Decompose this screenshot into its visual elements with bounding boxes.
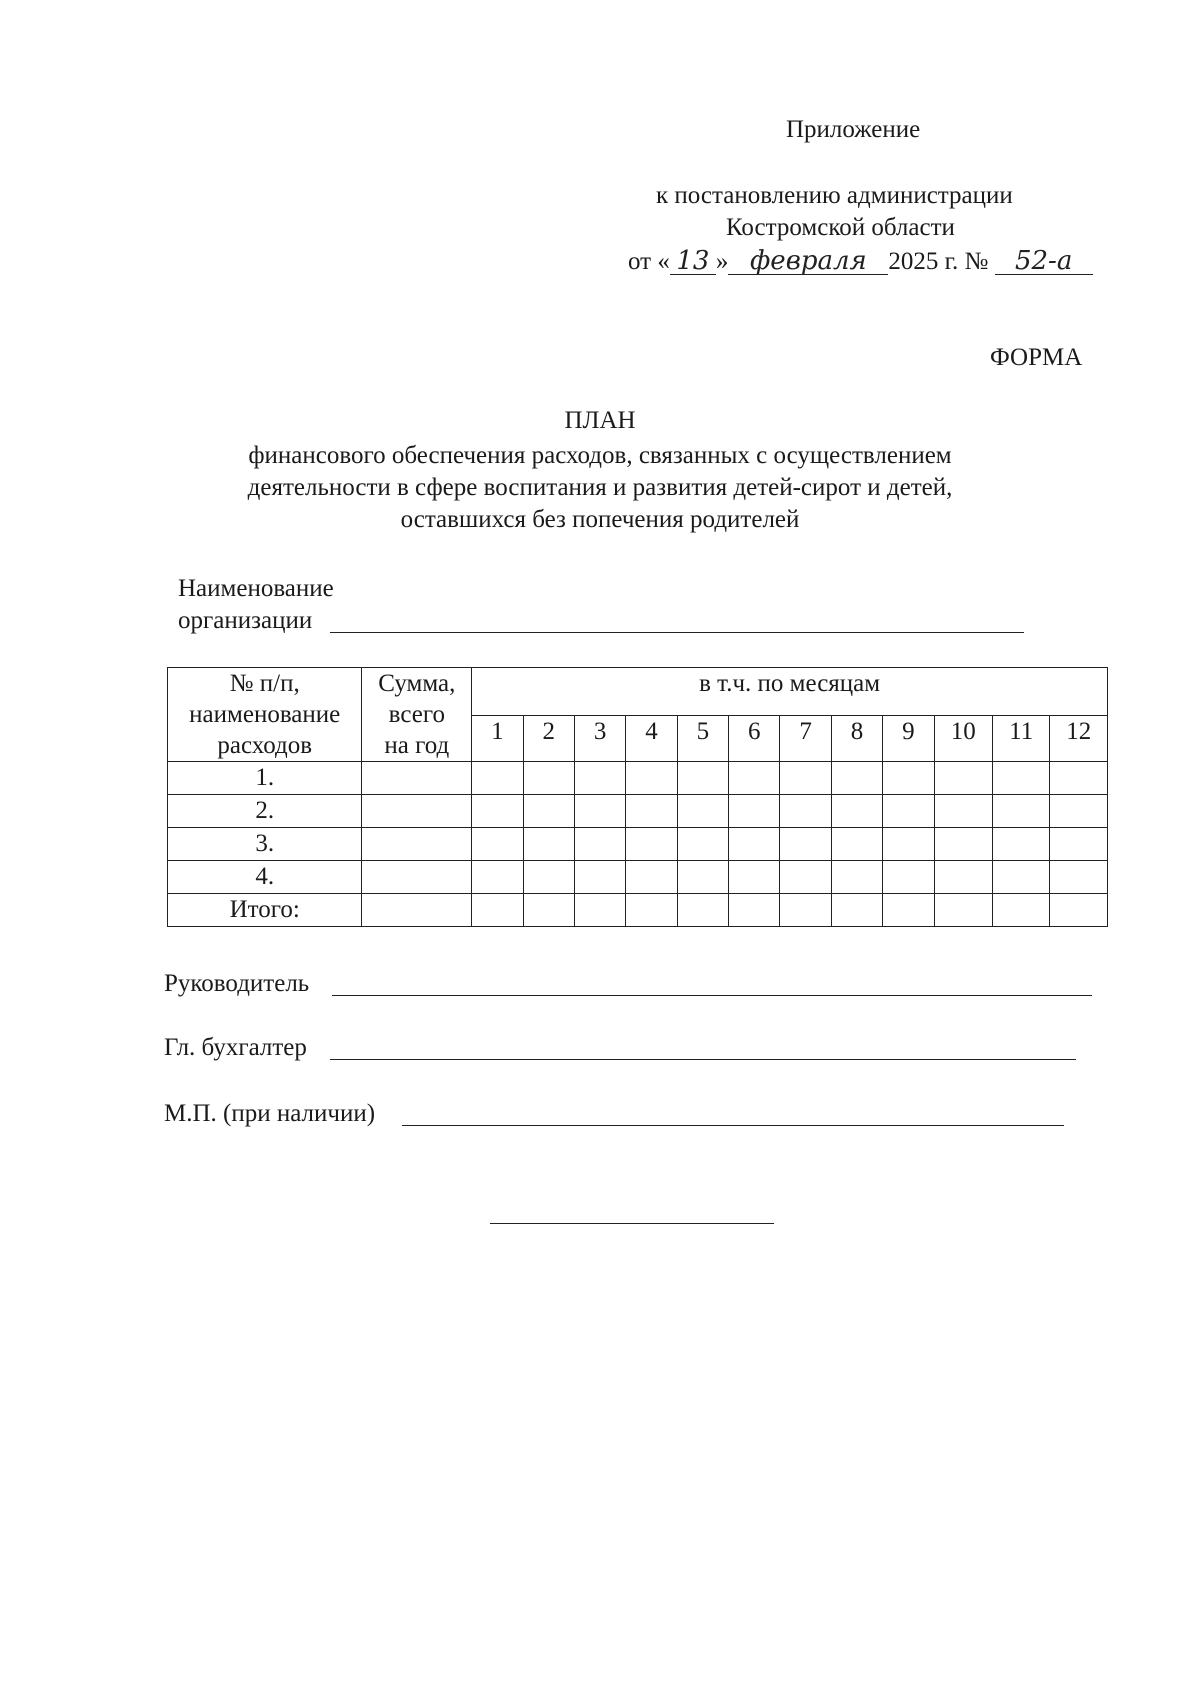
month-cell[interactable] — [677, 894, 728, 927]
month-cell[interactable] — [626, 894, 677, 927]
month-cell[interactable] — [472, 795, 523, 828]
month-cell[interactable] — [934, 762, 992, 795]
month-cell[interactable] — [993, 762, 1050, 795]
month-cell[interactable] — [993, 795, 1050, 828]
order-date-prefix: от « — [628, 248, 670, 275]
subtitle-line1: финансового обеспечения расходов, связанных с осуществлением — [248, 442, 952, 469]
header-month-2: 2 — [523, 716, 574, 762]
subtitle-line2: деятельности в сфере воспитания и развития детей-сирот и детей, — [247, 474, 953, 501]
month-cell[interactable] — [523, 894, 574, 927]
month-cell[interactable] — [472, 861, 523, 894]
head-signature-label: Руководитель — [164, 970, 310, 997]
month-cell[interactable] — [523, 795, 574, 828]
month-cell[interactable] — [831, 762, 882, 795]
header-expense-line3: расходов — [217, 732, 313, 759]
month-cell[interactable] — [472, 894, 523, 927]
month-cell[interactable] — [993, 828, 1050, 861]
seal-label: М.П. (при наличии) — [164, 1100, 376, 1127]
table-row — [168, 795, 1108, 828]
order-year: 2025 г. № — [888, 248, 989, 275]
month-cell[interactable] — [729, 762, 780, 795]
end-of-document-line — [490, 1223, 774, 1224]
header-month-6: 6 — [729, 716, 780, 762]
month-cell[interactable] — [677, 795, 728, 828]
header-month-9: 9 — [883, 716, 934, 762]
month-cell[interactable] — [729, 828, 780, 861]
row-label: Итого: — [168, 894, 362, 927]
header-sum-line2: всего — [388, 701, 445, 728]
month-cell[interactable] — [729, 861, 780, 894]
month-cell[interactable] — [626, 795, 677, 828]
month-cell[interactable] — [780, 861, 831, 894]
annual-sum-cell[interactable] — [362, 795, 472, 828]
subtitle-line3: оставшихся без попечения родителей — [400, 506, 800, 533]
month-cell[interactable] — [934, 828, 992, 861]
seal-field[interactable] — [402, 1125, 1064, 1126]
annual-sum-cell[interactable] — [362, 894, 472, 927]
month-cell[interactable] — [934, 861, 992, 894]
header-expense-line2: наименование — [189, 701, 341, 728]
header-annual-sum — [362, 668, 472, 762]
order-number-handwritten: 52-а — [995, 248, 1093, 275]
month-cell[interactable] — [831, 894, 882, 927]
header-month-11: 11 — [993, 716, 1050, 762]
month-cell[interactable] — [677, 861, 728, 894]
annual-sum-cell[interactable] — [362, 861, 472, 894]
month-cell[interactable] — [626, 762, 677, 795]
order-month-handwritten: февраля — [728, 248, 888, 275]
month-cell[interactable] — [831, 828, 882, 861]
month-cell[interactable] — [472, 828, 523, 861]
month-cell[interactable] — [780, 894, 831, 927]
month-cell[interactable] — [831, 795, 882, 828]
month-cell[interactable] — [677, 828, 728, 861]
document-title: ПЛАН — [564, 407, 636, 434]
order-day-handwritten: 13 — [670, 248, 716, 275]
header-sum-line3: на год — [384, 732, 450, 759]
month-cell[interactable] — [993, 894, 1050, 927]
order-reference-line1: к постановлению администрации — [656, 182, 1013, 209]
month-cell[interactable] — [729, 795, 780, 828]
header-month-4: 4 — [626, 716, 677, 762]
month-cell[interactable] — [523, 828, 574, 861]
month-cell[interactable] — [626, 828, 677, 861]
appendix-label: Приложение — [786, 116, 921, 143]
month-cell[interactable] — [574, 828, 625, 861]
form-label: ФОРМА — [990, 344, 1083, 371]
month-cell[interactable] — [883, 828, 934, 861]
month-cell[interactable] — [1050, 894, 1108, 927]
month-cell[interactable] — [472, 762, 523, 795]
month-cell[interactable] — [780, 795, 831, 828]
month-cell[interactable] — [574, 762, 625, 795]
month-cell[interactable] — [574, 894, 625, 927]
header-month-5: 5 — [677, 716, 728, 762]
month-cell[interactable] — [626, 861, 677, 894]
header-month-10: 10 — [934, 716, 992, 762]
month-cell[interactable] — [729, 894, 780, 927]
month-cell[interactable] — [523, 861, 574, 894]
table-row — [168, 828, 1108, 861]
accountant-signature-field[interactable] — [330, 1059, 1076, 1060]
organization-label-line2: организации — [178, 607, 313, 634]
table-row — [168, 894, 1108, 927]
header-expense-line1: № п/п, — [229, 670, 300, 697]
month-cell[interactable] — [883, 795, 934, 828]
organization-label-line1: Наименование — [178, 575, 334, 602]
annual-sum-cell[interactable] — [362, 762, 472, 795]
header-month-8: 8 — [831, 716, 882, 762]
header-month-7: 7 — [780, 716, 831, 762]
month-cell[interactable] — [883, 861, 934, 894]
row-label: 2. — [168, 795, 362, 828]
month-cell[interactable] — [1050, 762, 1108, 795]
month-cell[interactable] — [523, 762, 574, 795]
month-cell[interactable] — [574, 795, 625, 828]
month-cell[interactable] — [677, 762, 728, 795]
header-by-months: в т.ч. по месяцам — [472, 668, 1108, 716]
table-row — [168, 762, 1108, 795]
row-label: 3. — [168, 828, 362, 861]
order-date-mid: » — [715, 248, 729, 275]
plan-table — [167, 667, 1108, 927]
document-subtitle — [180, 440, 1020, 536]
month-cell[interactable] — [574, 861, 625, 894]
month-cell[interactable] — [934, 795, 992, 828]
row-label: 1. — [168, 762, 362, 795]
month-cell[interactable] — [1050, 828, 1108, 861]
month-cell[interactable] — [883, 894, 934, 927]
accountant-signature-label: Гл. бухгалтер — [164, 1034, 307, 1061]
header-month-1: 1 — [472, 716, 523, 762]
month-cell[interactable] — [1050, 795, 1108, 828]
row-label: 4. — [168, 861, 362, 894]
organization-name-field[interactable] — [330, 632, 1024, 633]
header-month-3: 3 — [574, 716, 625, 762]
header-expense-name — [168, 668, 362, 762]
annual-sum-cell[interactable] — [362, 828, 472, 861]
header-sum-line1: Сумма, — [378, 670, 456, 697]
month-cell[interactable] — [934, 894, 992, 927]
order-date-line — [628, 246, 1093, 278]
month-cell[interactable] — [883, 762, 934, 795]
month-cell[interactable] — [1050, 861, 1108, 894]
head-signature-field[interactable] — [332, 995, 1092, 996]
month-cell[interactable] — [831, 861, 882, 894]
order-reference-line2: Костромской области — [726, 214, 955, 241]
month-cell[interactable] — [993, 861, 1050, 894]
table-row — [168, 861, 1108, 894]
header-month-12: 12 — [1050, 716, 1108, 762]
month-cell[interactable] — [780, 828, 831, 861]
month-cell[interactable] — [780, 762, 831, 795]
